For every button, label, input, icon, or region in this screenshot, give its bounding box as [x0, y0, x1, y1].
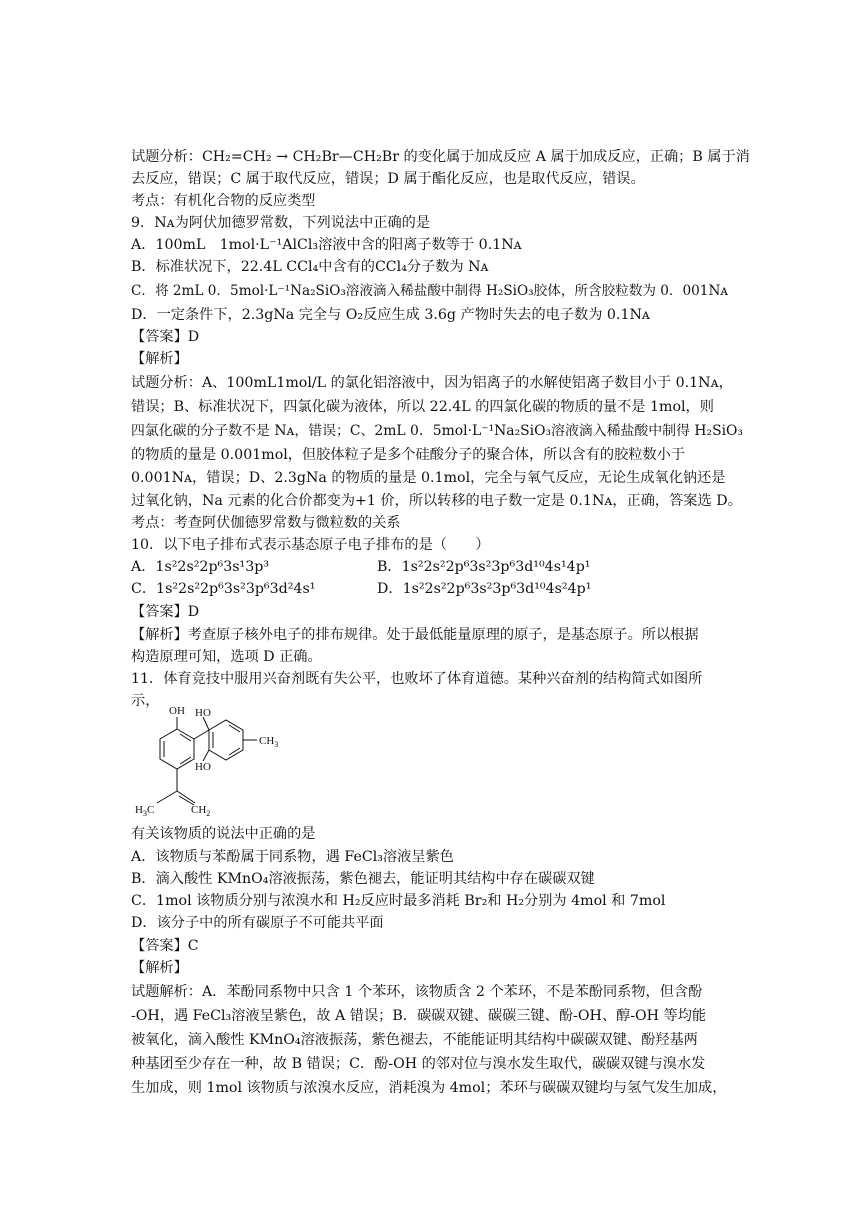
text-line: 考点：有机化合物的反应类型: [131, 193, 316, 209]
benzene-ring-right: [209, 720, 243, 760]
answer-label: 【答案】C: [131, 938, 199, 954]
text-line: -OH，遇 FeCl₃溶液呈紫色，故 A 错误；B．碳碳双键、碳碳三键、酚-OH、醇-OH 等均能: [131, 1008, 707, 1024]
analysis-label: 【解析】: [131, 351, 188, 367]
text-line: 试题分析：CH₂=CH₂ → CH₂Br—CH₂Br 的变化属于加成反应 A 属于加成反应，正确；B 属于消: [131, 149, 750, 165]
option-a: A．100mL 1mol·L⁻¹AlCl₃溶液中含的阳离子数等于 0.1Nᴀ: [131, 237, 522, 253]
answer-label: 【答案】D: [131, 604, 200, 620]
structural-formula: [131, 703, 301, 823]
option-b: B．1s²2s²2p⁶3s²3p⁶3d¹⁰4s¹4p¹: [377, 559, 591, 575]
methyl-ch: CH: [259, 735, 275, 747]
text-line: 的物质的量是 0.001mol，但胶体粒子是多个硅酸分子的聚合体，所以含有的胶粒数小于: [131, 447, 686, 463]
question-9: 9．Nᴀ为阿伏加德罗常数，下列说法中正确的是: [131, 215, 431, 231]
text-line: 被氧化，滴入酸性 KMnO₄溶液振荡，紫色褪去，不能能证明其结构中碳碳双键、酚羟基两: [131, 1032, 698, 1048]
benzene-ring-left: [160, 729, 194, 769]
option-a: A．该物质与苯酚属于同系物，遇 FeCl₃溶液呈紫色: [131, 849, 454, 865]
methylene-label: [191, 804, 210, 818]
text-line: 有关该物质的说法中正确的是: [131, 826, 316, 842]
option-a: A．1s²2s²2p⁶3s¹3p³: [131, 559, 270, 575]
h3c-subscript: 3: [142, 809, 147, 818]
text-line: 示，: [131, 693, 160, 709]
answer-label: 【答案】D: [131, 329, 200, 345]
h3c-h: H: [135, 804, 143, 816]
hydroxyl-label: OH: [169, 705, 185, 717]
text-line: 生加成，则 1mol 该物质与浓溴水反应，消耗溴为 4mol；苯环与碳碳双键均与氢气发生加成，: [131, 1080, 727, 1096]
analysis-label: 【解析】: [131, 960, 188, 976]
ch2-ch: CH: [191, 804, 207, 816]
h3c-c: C: [146, 804, 155, 816]
option-c: C．1s²2s²2p⁶3s²3p⁶3d²4s¹: [131, 581, 316, 597]
text-line: 考点：考查阿伏伽德罗常数与微粒数的关系: [131, 515, 401, 531]
hydroxyl-label: HO: [195, 707, 211, 719]
option-d: D．一定条件下，2.3gNa 完全与 O₂反应生成 3.6g 产物时失去的电子数为 0.1Nᴀ: [131, 307, 650, 323]
methyl-subscript: 3: [274, 740, 279, 749]
option-d: D．该分子中的所有碳原子不可能共平面: [131, 915, 384, 931]
question-11: 11．体育竞技中服用兴奋剂既有失公平，也败坏了体育道德。某种兴奋剂的结构简式如图所: [131, 671, 703, 687]
option-b: B．标准状况下，22.4L CCl₄中含有的CCl₄分子数为 Nᴀ: [131, 259, 489, 275]
text-line: 去反应，错误；C 属于取代反应，错误；D 属于酯化反应，也是取代反应，错误。: [131, 171, 645, 187]
text-line: 0.001Nᴀ，错误；D、2.3gNa 的物质的量是 0.1mol，完全与氧气反应，无论生成氧化钠还是: [131, 470, 726, 486]
hydroxyl-label: HO: [195, 761, 211, 773]
text-line: 构造原理可知，选项 D 正确。: [131, 649, 322, 665]
option-b: B．滴入酸性 KMnO₄溶液振荡，紫色褪去，能证明其结构中存在碳碳双键: [131, 871, 595, 887]
text-line: 【解析】考查原子核外电子的排布规律。处于最低能量原理的原子，是基态原子。所以根据: [131, 627, 699, 643]
option-d: D．1s²2s²2p⁶3s²3p⁶3d¹⁰4s²4p¹: [377, 581, 592, 597]
text-line: 过氧化钠，Na 元素的化合价都变为+1 价，所以转移的电子数一定是 0.1Nᴀ，正确，答案选 D。: [131, 493, 742, 509]
text-line: 试题解析：A．苯酚同系物中只含 1 个苯环，该物质含 2 个苯环，不是苯酚同系物，但含酚: [131, 984, 703, 1000]
option-c: C．将 2mL 0．5mol·L⁻¹Na₂SiO₃溶液滴入稀盐酸中制得 H₂SiO₃胶体，所含胶粒数为 0．001Nᴀ: [131, 283, 729, 299]
text-line: 四氯化碳的分子数不是 Nᴀ，错误；C、2mL 0．5mol·L⁻¹Na₂SiO₃溶液滴入稀盐酸中制得 H₂SiO₃: [131, 423, 743, 439]
text-line: 错误；B、标准状况下，四氯化碳为液体，所以 22.4L 的四氯化碳的物质的量不是 1mol，则: [131, 399, 714, 415]
option-c: C．1mol 该物质分别与浓溴水和 H₂反应时最多消耗 Br₂和 H₂分别为 4mol 和 7mol: [131, 893, 666, 909]
question-10: 10．以下电子排布式表示基态原子电子排布的是（ ）: [131, 537, 490, 553]
methyl-label-left: [135, 804, 154, 818]
ch2-subscript: 2: [206, 809, 211, 818]
methyl-label: [259, 735, 278, 749]
text-line: 种基团至少存在一种，故 B 错误；C．酚-OH 的邻对位与溴水发生取代，碳碳双键与溴水发: [131, 1056, 706, 1072]
text-line: 试题分析：A、100mL1mol/L 的氯化铝溶液中，因为铝离子的水解使铝离子数目小于 0.1Nᴀ，: [131, 375, 733, 391]
